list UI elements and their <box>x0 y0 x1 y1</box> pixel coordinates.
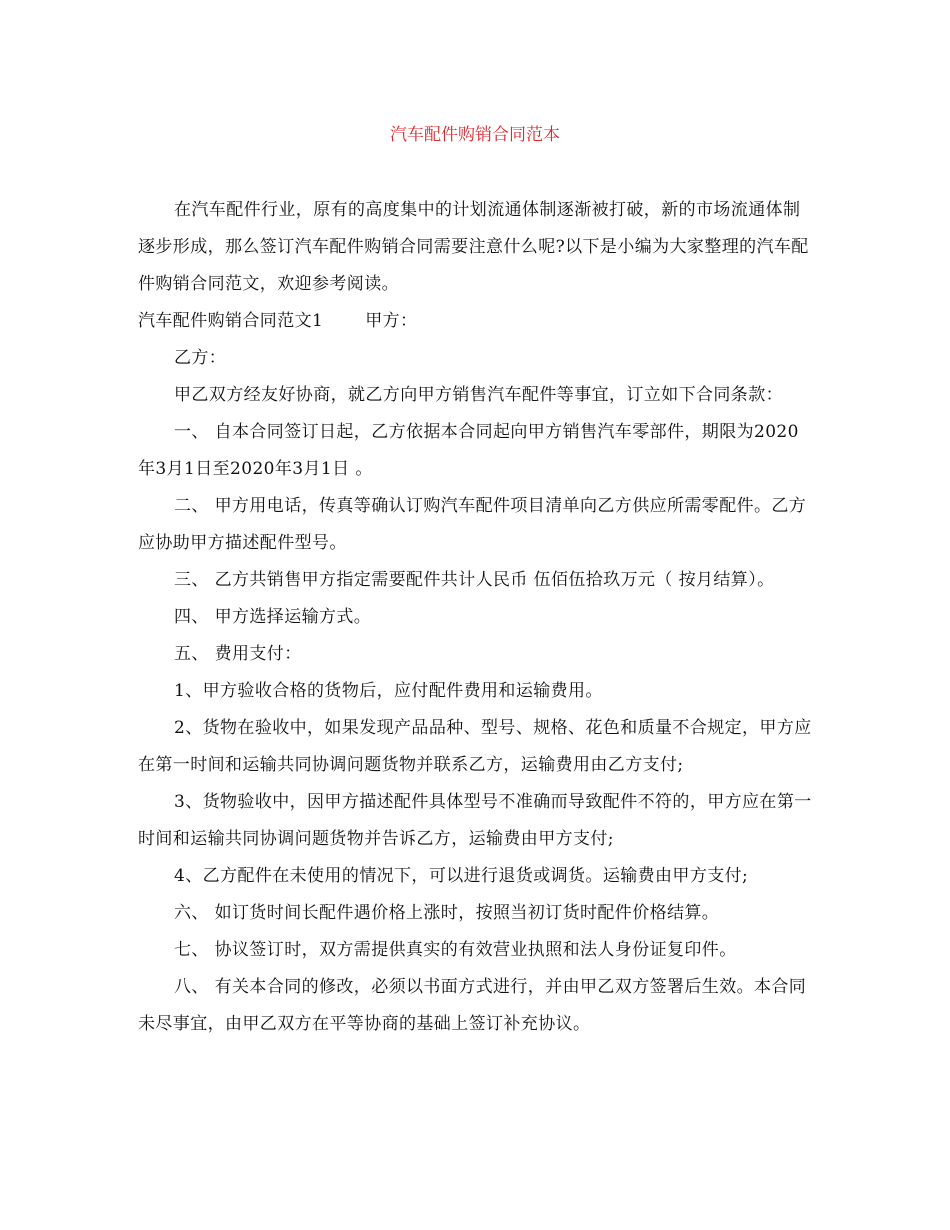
party-b-label: 乙方： <box>174 348 227 368</box>
payment-item-2: 2、货物在验收中，如果发现产品品种、型号、规格、花色和质量不合规定，甲方应在第一时间和运输共同协调问题货物并联系乙方，运输费用由乙方支付; <box>138 718 812 775</box>
document-title: 汽车配件购销合同范本 <box>390 125 560 145</box>
contract-sample-label: 汽车配件购销合同范文1 <box>138 311 324 331</box>
clause-6: 六、 如订货时间长配件遇价格上涨时，按照当初订货时配件价格结算。 <box>174 903 720 923</box>
clause-7: 七、 协议签订时，双方需提供真实的有效营业执照和法人身份证复印件。 <box>174 940 737 960</box>
clause-8: 八、 有关本合同的修改，必须以书面方式进行，并由甲乙双方签署后生效。本合同未尽事宜，由甲乙双方在平等协商的基础上签订补充协议。 <box>138 977 807 1034</box>
clause-5: 五、 费用支付： <box>174 644 302 664</box>
payment-item-4: 4、乙方配件在未使用的情况下，可以进行退货或调货。运输费由甲方支付; <box>174 866 749 886</box>
clause-2: 二、 甲方用电话，传真等确认订购汽车配件项目清单向乙方供应所需零配件。乙方应协助甲方描述配件型号。 <box>138 496 807 553</box>
document-body <box>138 192 814 1043</box>
clause-3: 三、 乙方共销售甲方指定需要配件共计人民币 伍佰伍拾玖万元（ 按月结算）。 <box>174 570 775 590</box>
payment-item-1: 1、甲方验收合格的货物后，应付配件费用和运输费用。 <box>174 681 603 701</box>
party-a-label: 甲方： <box>365 311 418 331</box>
intro-paragraph: 在汽车配件行业，原有的高度集中的计划流通体制逐渐被打破，新的市场流通体制逐步形成，那么签订汽车配件购销合同需要注意什么呢?以下是小编为大家整理的汽车配件购销合同范文，欢迎参考阅读。 <box>138 200 809 294</box>
clause-1: 一、 自本合同签订日起，乙方依据本合同起向甲方销售汽车零部件，期限为2020年3月1日至2020年3月1日 。 <box>138 422 799 479</box>
preamble-paragraph: 甲乙双方经友好协商，就乙方向甲方销售汽车配件等事宜，订立如下合同条款： <box>174 385 783 405</box>
payment-item-3: 3、货物验收中，因甲方描述配件具体型号不准确而导致配件不符的，甲方应在第一时间和运输共同协调问题货物并告诉乙方，运输费由甲方支付; <box>138 792 812 849</box>
clause-4: 四、 甲方选择运输方式。 <box>174 607 372 627</box>
contract-heading-line <box>138 303 814 340</box>
